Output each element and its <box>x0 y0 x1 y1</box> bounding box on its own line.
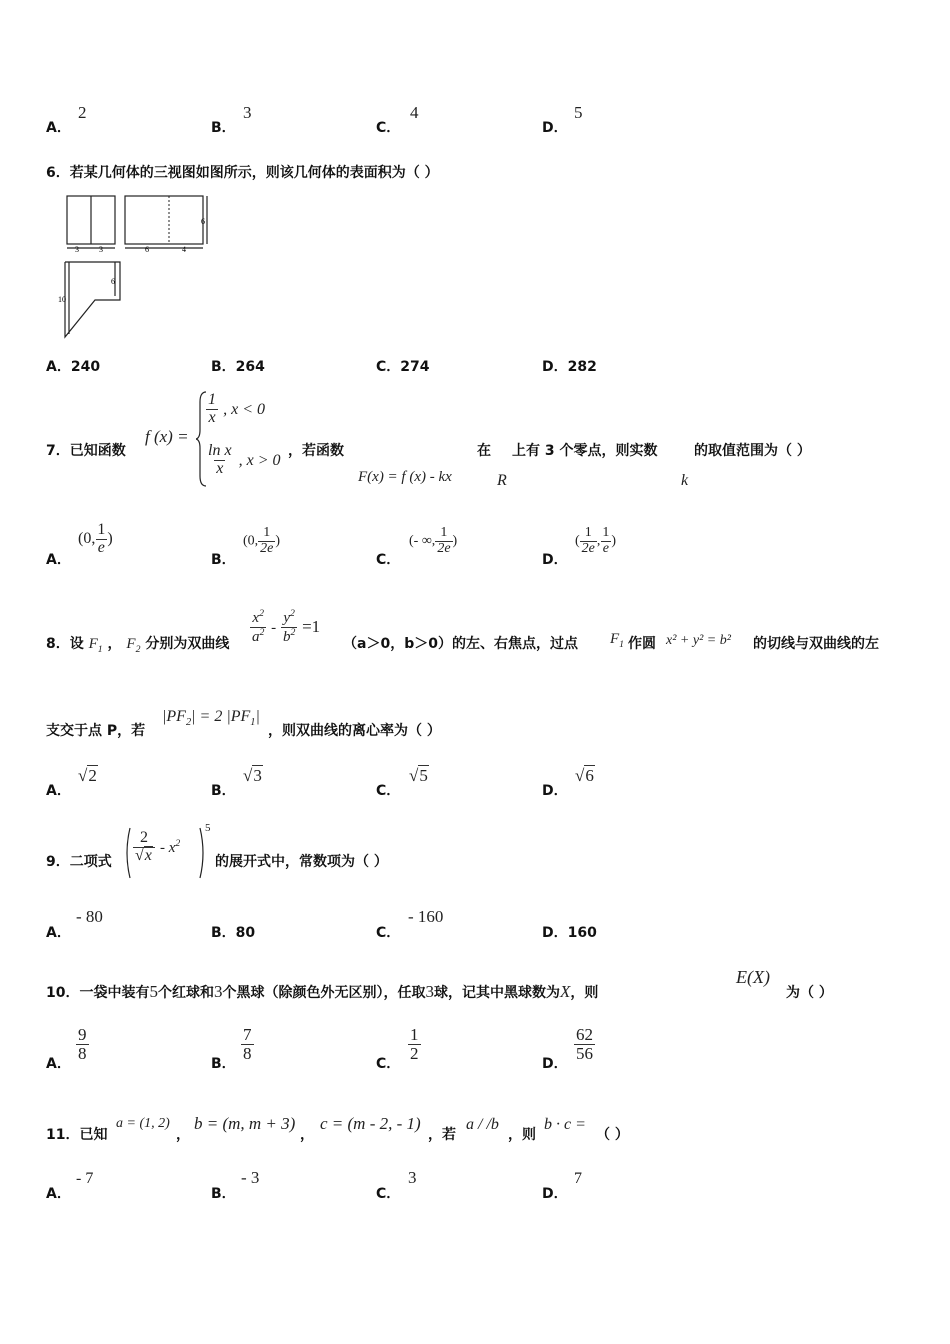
q10-stem: 10．一袋中装有5个红球和3个黑球（除颜色外无区别），任取3球，记其中黑球数为X，则 <box>46 982 599 1001</box>
q8-option-b-value: √3 <box>243 766 262 785</box>
q6-front-view <box>67 196 115 254</box>
q5-option-b[interactable]: B． 3 <box>211 103 252 136</box>
q11-sep-2: ， <box>300 1127 314 1143</box>
q11-stem-c: ，则 <box>508 1127 536 1143</box>
q8-circle-eq: x² + y² = b² <box>666 633 731 648</box>
q7-option-d[interactable]: D． <box>542 552 568 568</box>
q7-option-b-value: (0, $\frac{1}{2e}$ ) <box>243 525 281 556</box>
q8-F1: $F_1$ <box>88 636 103 655</box>
q11-dot-product: b · c = <box>544 1116 586 1133</box>
q10-expectation: E(X) <box>736 967 770 987</box>
q7-F-expr: F(x) = f (x) - kx <box>358 469 452 485</box>
q8-stem-line2b: ，则双曲线的离心率为（ ） <box>268 723 441 739</box>
q5-option-a[interactable]: A． 2 <box>46 103 87 136</box>
q9-option-c[interactable]: C． <box>376 925 401 941</box>
q6-dim-3b: 3 <box>99 245 103 254</box>
q6-option-d[interactable]: D．282 <box>542 359 597 375</box>
q6-dim-3a: 3 <box>75 245 79 254</box>
q11-vector-a: a = (1, 2) <box>116 1116 170 1131</box>
q8-option-c[interactable]: C． <box>376 783 401 799</box>
q7-option-d-value: ( $\frac{1}{2e}$ , $\frac{1}{e}$ ) <box>575 525 617 556</box>
q5-option-c[interactable]: C． 4 <box>376 103 419 136</box>
q8-stem-line2a: 支交于点 P，若 <box>46 723 146 739</box>
q6-side-view <box>125 196 207 254</box>
q10-option-d-value: $\frac{62}{56}$ <box>576 1025 593 1063</box>
q10-option-d[interactable]: D． <box>542 1056 568 1072</box>
q6-dim-6-right: 6 <box>201 217 205 226</box>
q6-dim-6-side: 6 <box>111 277 115 286</box>
q11-vector-c: c = (m - 2, - 1) <box>320 1114 421 1133</box>
q11-option-c-value: 3 <box>408 1168 417 1187</box>
q7-option-b[interactable]: B． <box>211 552 236 568</box>
q8-stem-c: 作圆 <box>628 636 656 652</box>
q10-option-c[interactable]: C． <box>376 1056 401 1072</box>
q9-stem-b: 的展开式中，常数项为（ ） <box>215 854 388 870</box>
q8-option-a-value: √2 <box>78 766 97 785</box>
q7-option-a[interactable]: A． <box>46 552 71 568</box>
q8-option-c-value: √5 <box>409 766 428 785</box>
q6-stem: 6．若某几何体的三视图如图所示，则该几何体的表面积为（ ） <box>46 165 439 181</box>
q6-dim-4: 4 <box>182 245 186 254</box>
q11-parallel: a / /b <box>466 1116 499 1133</box>
q9-option-d[interactable]: D．160 <box>542 925 597 941</box>
q10-option-b-value: $\frac{7}{8}$ <box>243 1025 252 1063</box>
q9-option-a[interactable]: A． <box>46 925 71 941</box>
q11-sep-1: ， <box>176 1127 190 1143</box>
q7-stem-a: 7．已知函数 <box>46 443 126 459</box>
q9-outer-exponent: 5 <box>205 822 211 834</box>
q7-stem-d: 上有 3 个零点，则实数 <box>512 443 658 459</box>
q7-stem-b: ，若函数 <box>288 443 344 459</box>
q11-stem-a: 11．已知 <box>46 1127 108 1143</box>
q10-option-a[interactable]: A． <box>46 1056 71 1072</box>
q7-option-a-value: (0, $\frac{1}{e}$ ) <box>78 521 113 556</box>
q9-option-a-value: - 80 <box>76 907 103 926</box>
q11-option-a[interactable]: A． <box>46 1186 71 1202</box>
q7-stem-c: 在 <box>477 443 491 459</box>
q9-option-b[interactable]: B．80 <box>211 925 256 941</box>
q7-piece-2: $\frac{\text{ln x}}{x}$ , x > 0 <box>208 442 281 477</box>
q9-left-paren <box>122 826 132 880</box>
q8-abs-expr: $|PF_2| = 2$ $|PF_1|$ <box>162 708 260 729</box>
q10-option-c-value: $\frac{1}{2}$ <box>410 1025 419 1063</box>
q11-option-d-value: 7 <box>574 1170 582 1187</box>
q11-option-a-value: - 7 <box>76 1170 94 1187</box>
q6-dim-10: 10 <box>58 295 66 304</box>
q6-option-c[interactable]: C．274 <box>376 359 430 375</box>
q6-top-view <box>58 262 120 337</box>
q7-option-c[interactable]: C． <box>376 552 401 568</box>
q7-f-lhs: f (x) = <box>145 427 189 446</box>
q9-option-c-value: - 160 <box>408 907 444 926</box>
q8-option-a[interactable]: A． <box>46 783 71 799</box>
q11-option-d[interactable]: D． <box>542 1186 568 1202</box>
q11-option-b[interactable]: B． <box>211 1186 236 1202</box>
q10-stem-f: 为（ ） <box>786 985 833 1001</box>
q9-right-paren <box>198 826 208 880</box>
q7-R: R <box>497 472 507 489</box>
q8-option-d-value: √6 <box>575 766 594 785</box>
q8-condition: （a＞0，b＞0）的左、右焦点，过点 <box>343 636 578 652</box>
q8-hyperbola-eq: $\frac{x^2}{a^2}$ - $\frac{y^2}{b^2}$ =1 <box>252 608 321 645</box>
q10-option-a-value: $\frac{9}{8}$ <box>78 1025 87 1063</box>
q8-F1-b: $F_1$ <box>610 631 625 650</box>
q9-stem-a: 9．二项式 <box>46 854 112 870</box>
q8-option-d[interactable]: D． <box>542 783 568 799</box>
q7-option-c-value: (- ∞, $\frac{1}{2e}$ ) <box>409 525 458 556</box>
q11-stem-b: ，若 <box>428 1127 456 1143</box>
q6-three-view-figure <box>55 192 225 342</box>
q11-stem-d: （ ） <box>596 1127 629 1143</box>
q8-stem-line1: 8．设 $F_1$ ， $F_2$ 分别为双曲线 <box>46 636 230 655</box>
q6-dim-6: 6 <box>145 245 149 254</box>
q7-k: k <box>681 472 689 489</box>
q8-stem-d: 的切线与双曲线的左 <box>753 636 879 652</box>
q5-option-d[interactable]: D． 5 <box>542 103 583 136</box>
q9-binomial-body: $\frac{2}{√x}$ - $x^2$ <box>135 829 181 864</box>
q8-F2: $F_2$ <box>126 636 141 655</box>
q11-vector-b: b = (m, m + 3) <box>194 1114 296 1133</box>
q10-option-b[interactable]: B． <box>211 1056 236 1072</box>
q11-option-c[interactable]: C． <box>376 1186 401 1202</box>
q7-piece-1: $\frac{1}{x}$ , x < 0 <box>208 391 265 426</box>
q11-option-b-value: - 3 <box>241 1168 260 1187</box>
q7-stem-e: 的取值范围为（ ） <box>694 443 811 459</box>
q6-option-a[interactable]: A．240 <box>46 359 101 375</box>
q8-option-b[interactable]: B． <box>211 783 236 799</box>
q6-option-b[interactable]: B．264 <box>211 359 265 375</box>
